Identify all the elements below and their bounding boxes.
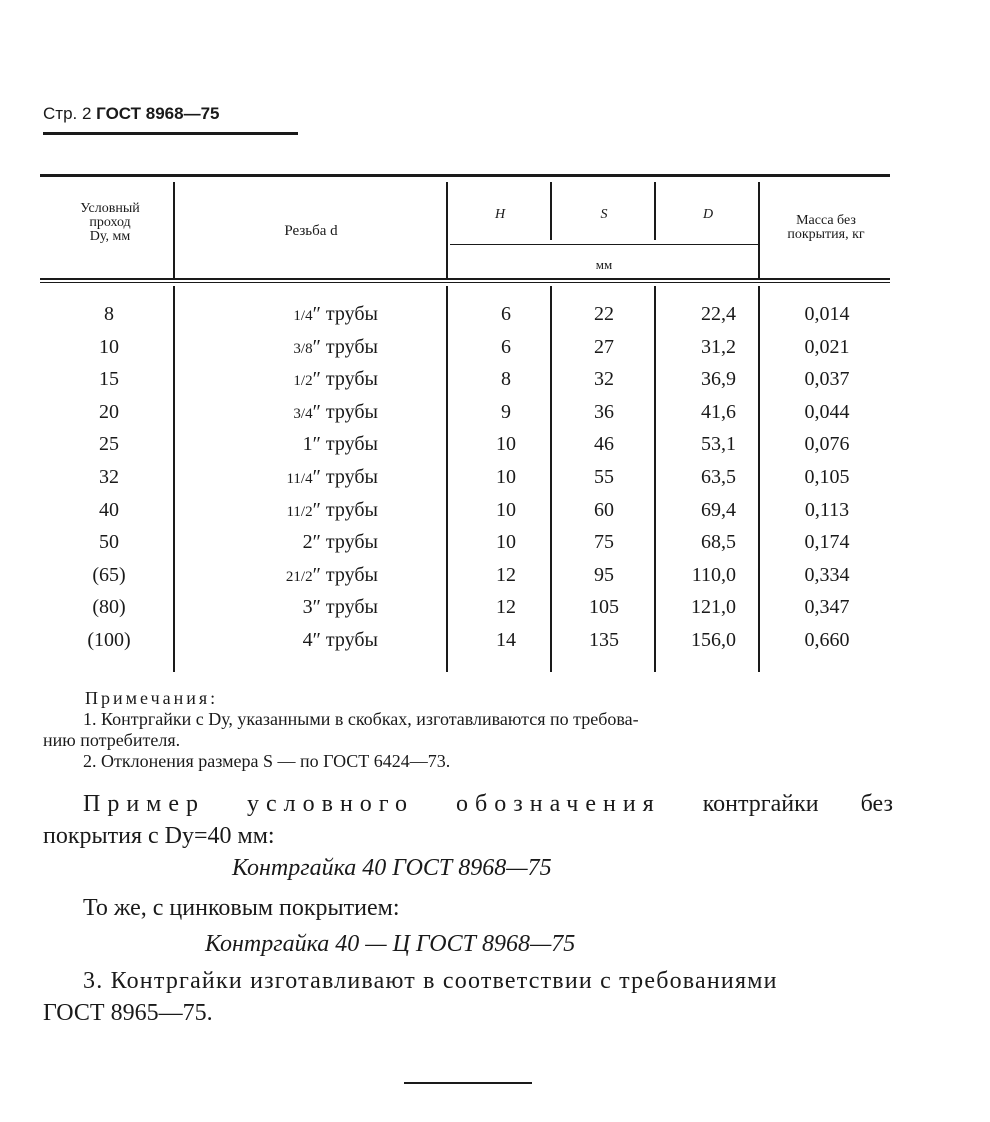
- cell-s: 36: [594, 401, 614, 423]
- cell-s: 55: [594, 466, 614, 488]
- cell-d: 156,0: [691, 629, 736, 651]
- cell-s: 75: [594, 531, 614, 553]
- cell-thread: [230, 465, 378, 491]
- cell-mass: 0,660: [804, 629, 850, 651]
- cell-h: 12: [496, 564, 516, 586]
- header-mass: [762, 214, 890, 242]
- cell-d: 68,5: [701, 531, 736, 553]
- cell-d: 36,9: [701, 368, 736, 390]
- cell-mass: 0,347: [804, 596, 850, 618]
- cell-h: 14: [496, 629, 516, 651]
- cell-s: 60: [594, 499, 614, 521]
- designation-1: Контргайка 40 ГОСТ 8968—75: [232, 855, 552, 881]
- header-rule-2: [40, 282, 890, 283]
- point-3: [43, 965, 895, 1029]
- thread-label: 2″ трубы: [302, 531, 378, 553]
- example-word-4: контргайки: [702, 791, 819, 817]
- cell-h: 10: [496, 466, 516, 488]
- cell-thread: [230, 595, 378, 619]
- example-paragraph: [43, 788, 893, 852]
- header-dy-line3: Dу, мм: [89, 229, 131, 244]
- thread-fraction: 21/2: [285, 569, 313, 585]
- unit-rule: [450, 244, 758, 245]
- cell-mass: 0,174: [804, 531, 850, 553]
- example-word-5: без: [860, 791, 893, 817]
- example-word-2: условного: [247, 791, 415, 817]
- cell-s: 27: [594, 336, 614, 358]
- page-label: Стр. 2: [43, 104, 92, 123]
- cell-s: 32: [594, 368, 614, 390]
- header-rule-1: [40, 278, 890, 280]
- header-d: D: [702, 207, 714, 222]
- notes-block: [43, 688, 639, 772]
- cell-d: 22,4: [701, 303, 736, 325]
- cell-s: 105: [589, 596, 619, 618]
- page-header: [43, 104, 298, 135]
- header-dy-line2: проход: [89, 215, 131, 230]
- cell-thread: [230, 302, 378, 328]
- header-mass-line2: покрытия, кг: [787, 227, 865, 242]
- vrule-3: [550, 182, 552, 240]
- cell-d: 63,5: [701, 466, 736, 488]
- cell-h: 10: [496, 531, 516, 553]
- header-unit: мм: [595, 257, 613, 272]
- example-line-1: [43, 788, 893, 820]
- cell-d: 110,0: [691, 564, 736, 586]
- cell-h: 12: [496, 596, 516, 618]
- cell-thread: [230, 563, 378, 589]
- cell-d: 31,2: [701, 336, 736, 358]
- table-top-rule: [40, 174, 890, 177]
- cell-h: 10: [496, 433, 516, 455]
- cell-s: 95: [594, 564, 614, 586]
- thread-fraction: 1/4: [293, 308, 313, 324]
- cell-d: 41,6: [701, 401, 736, 423]
- dimensions-table: [40, 174, 890, 672]
- cell-dy: 32: [99, 466, 119, 488]
- cell-thread: [230, 335, 378, 361]
- vrule-5: [758, 182, 760, 278]
- vrule-body-5: [758, 286, 760, 672]
- cell-mass: 0,037: [804, 368, 850, 390]
- thread-label: ″ трубы: [312, 499, 378, 521]
- note-2: 2. Отклонения размера S — по ГОСТ 6424—73.: [83, 751, 451, 771]
- cell-thread: [230, 530, 378, 554]
- thread-label: ″ трубы: [312, 303, 378, 325]
- header-s: S: [600, 207, 608, 222]
- cell-thread: [230, 628, 378, 652]
- point-3-line-2: ГОСТ 8965—75.: [43, 1000, 213, 1026]
- thread-label: ″ трубы: [312, 564, 378, 586]
- note-1-line-1: 1. Контргайки с Dу, указанными в скобках, изготавливаются по требова-: [83, 709, 639, 729]
- example-word-1: Пример: [83, 791, 206, 817]
- cell-h: 6: [501, 303, 511, 325]
- cell-dy: 40: [99, 499, 119, 521]
- example-line-2: покрытия с Dу=40 мм:: [43, 823, 275, 849]
- thread-fraction: 3/4: [293, 406, 313, 422]
- thread-label: 3″ трубы: [302, 596, 378, 618]
- vrule-body-2: [446, 286, 448, 672]
- cell-mass: 0,021: [804, 336, 850, 358]
- cell-d: 53,1: [701, 433, 736, 455]
- cell-dy: (80): [92, 596, 126, 618]
- thread-label: ″ трубы: [312, 401, 378, 423]
- header-h: H: [494, 207, 506, 222]
- cell-s: 135: [589, 629, 619, 651]
- thread-label: 1″ трубы: [302, 433, 378, 455]
- cell-h: 9: [501, 401, 511, 423]
- cell-s: 22: [594, 303, 614, 325]
- example-word-3: обозначения: [456, 791, 661, 817]
- cell-mass: 0,014: [804, 303, 850, 325]
- cell-dy: 8: [104, 303, 114, 325]
- cell-s: 46: [594, 433, 614, 455]
- vrule-body-1: [173, 286, 175, 672]
- thread-label: ″ трубы: [312, 466, 378, 488]
- cell-thread: [230, 432, 378, 456]
- standard-number: ГОСТ 8968—75: [96, 104, 220, 123]
- thread-fraction: 1/2: [293, 373, 313, 389]
- cell-dy: 15: [99, 368, 119, 390]
- cell-dy: 10: [99, 336, 119, 358]
- thread-label: ″ трубы: [312, 368, 378, 390]
- cell-dy: (65): [92, 564, 126, 586]
- header-mass-line1: Масса без: [796, 213, 856, 228]
- cell-d: 69,4: [701, 499, 736, 521]
- cell-h: 6: [501, 336, 511, 358]
- footer-rule: [404, 1082, 532, 1084]
- designation-2: Контргайка 40 — Ц ГОСТ 8968—75: [205, 931, 576, 957]
- vrule-1: [173, 182, 175, 278]
- cell-thread: [230, 498, 378, 524]
- vrule-4: [654, 182, 656, 240]
- point-3-line-1: 3. Контргайки изготавливают в соответствии с требованиями: [83, 968, 778, 994]
- thread-label: ″ трубы: [312, 336, 378, 358]
- cell-mass: 0,334: [804, 564, 850, 586]
- cell-mass: 0,044: [804, 401, 850, 423]
- cell-dy: (100): [87, 629, 131, 651]
- cell-thread: [230, 367, 378, 393]
- cell-d: 121,0: [691, 596, 736, 618]
- header-thread: Резьба d: [284, 223, 338, 239]
- thread-fraction: 11/2: [286, 504, 313, 520]
- vrule-2: [446, 182, 448, 278]
- cell-thread: [230, 400, 378, 426]
- cell-mass: 0,113: [804, 499, 850, 521]
- cell-h: 10: [496, 499, 516, 521]
- header-dy-line1: Условный: [80, 201, 140, 216]
- header-dy: [48, 202, 172, 244]
- thread-fraction: 11/4: [286, 471, 313, 487]
- notes-title: Примечания:: [85, 688, 219, 708]
- cell-h: 8: [501, 368, 511, 390]
- thread-fraction: 3/8: [293, 341, 313, 357]
- cell-mass: 0,105: [804, 466, 850, 488]
- zinc-intro: То же, с цинковым покрытием:: [83, 895, 400, 921]
- thread-label: 4″ трубы: [302, 629, 378, 651]
- cell-dy: 50: [99, 531, 119, 553]
- cell-dy: 20: [99, 401, 119, 423]
- cell-dy: 25: [99, 433, 119, 455]
- cell-mass: 0,076: [804, 433, 850, 455]
- note-1-line-2: нию потребителя.: [43, 730, 181, 750]
